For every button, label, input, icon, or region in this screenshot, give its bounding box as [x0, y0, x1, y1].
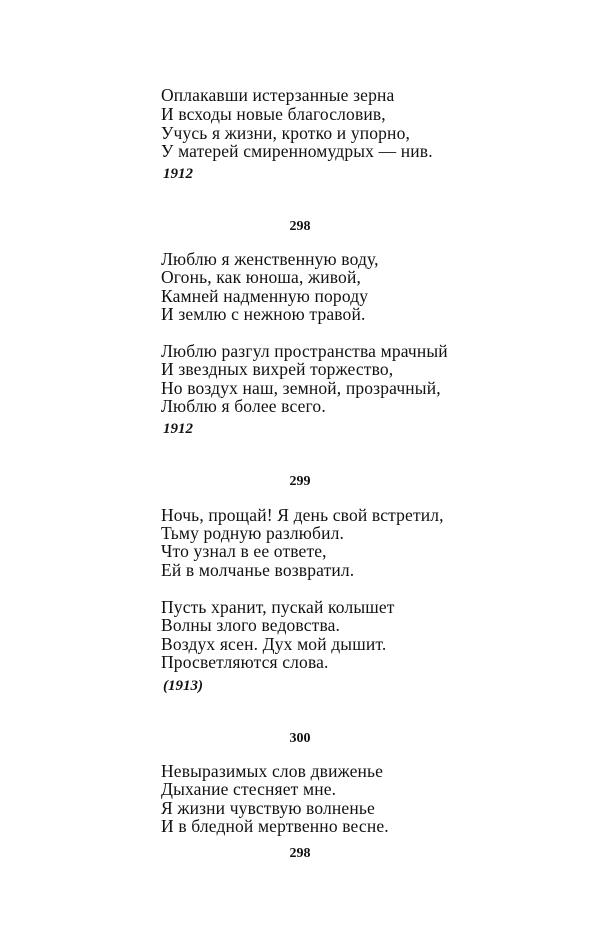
- poem-line: Огонь, как юноша, живой,: [161, 267, 361, 287]
- page-number: 298: [289, 846, 311, 861]
- poem-line: Тьму родную разлюбил.: [161, 523, 344, 543]
- poem-number: 298: [289, 219, 311, 234]
- poem-line: Оплакавши истерзанные зерна: [161, 85, 395, 105]
- poem-line: Просветляются слова.: [161, 652, 329, 672]
- poem-line: И в бледной мертвенно весне.: [161, 816, 389, 836]
- poem-line: Невыразимых слов движенье: [161, 761, 384, 781]
- poem-line: И землю с нежною травой.: [161, 304, 366, 324]
- poem-line: Но воздух наш, земной, прозрачный,: [161, 378, 441, 398]
- poem-date: (1913): [163, 678, 203, 694]
- poem-line: Я жизни чувствую волненье: [161, 798, 375, 818]
- poem-number: 299: [289, 474, 311, 489]
- poem-line: Пусть хранит, пускай колышет: [161, 597, 395, 617]
- poem-date: 1912: [163, 166, 193, 182]
- poem-line: Ей в молчанье возвратил.: [161, 560, 355, 580]
- poem-line: Люблю я женственную воду,: [161, 249, 379, 269]
- poem-date: 1912: [163, 421, 193, 437]
- poem-line: И звездных вихрей торжество,: [161, 359, 394, 379]
- poem-line: Учусь я жизни, кротко и упорно,: [161, 123, 410, 143]
- poem-line: Воздух ясен. Дух мой дышит.: [161, 634, 387, 654]
- poem-line: Камней надменную породу: [161, 286, 369, 306]
- poem-line: Волны злого ведовства.: [161, 615, 341, 635]
- poem-number: 300: [289, 731, 311, 746]
- poem-line: Дыхание стесняет мне.: [161, 779, 337, 799]
- poem-line: Что узнал в ее ответе,: [161, 541, 327, 561]
- poem-line: Люблю разгул пространства мрачный: [161, 341, 448, 361]
- poem-line: Ночь, прощай! Я день свой встретил,: [161, 505, 444, 525]
- poem-line: У матерей смиренномудрых — нив.: [161, 141, 433, 161]
- poem-line: Люблю я более всего.: [161, 396, 326, 416]
- poem-line: И всходы новые благословив,: [161, 104, 386, 124]
